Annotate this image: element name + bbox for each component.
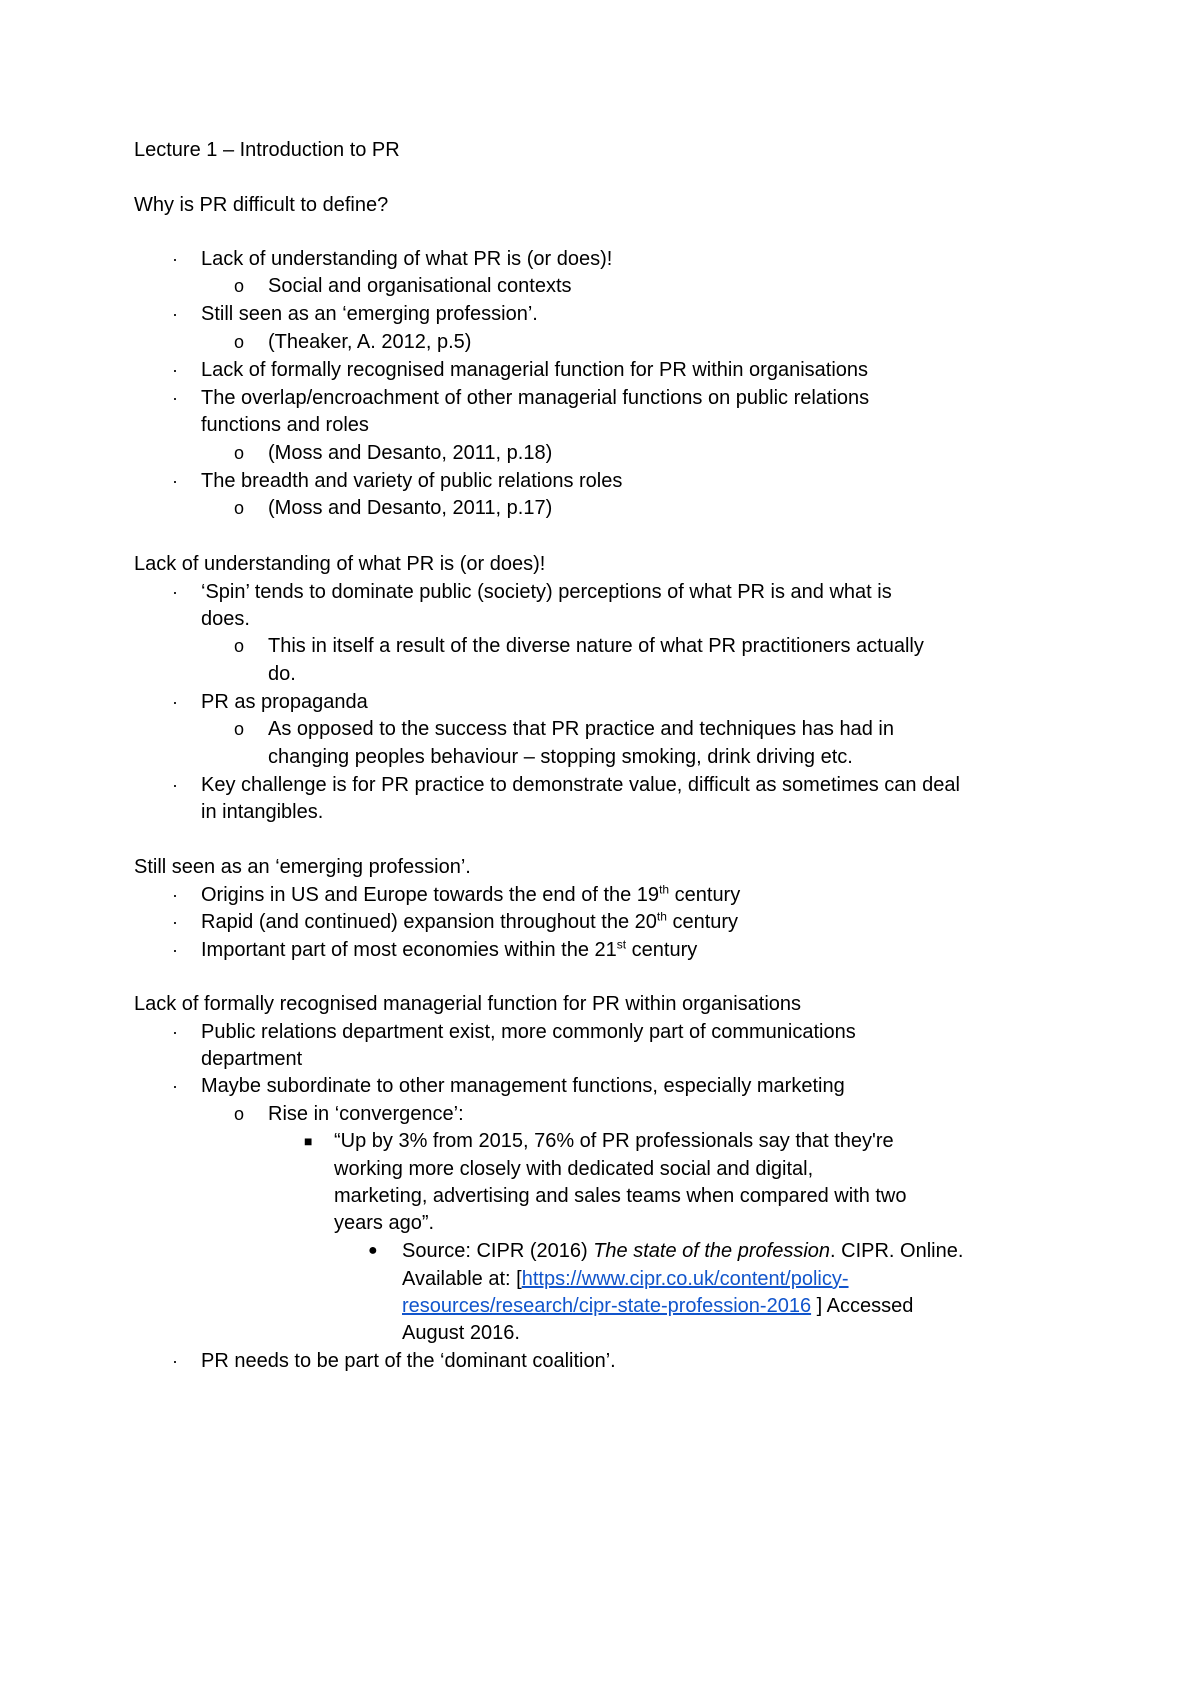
list-item: PR as propaganda	[201, 691, 368, 713]
text-segment: century	[626, 939, 698, 961]
sub-list-item: (Theaker, A. 2012, p.5)	[268, 331, 472, 353]
bullet-marker: ·	[172, 471, 178, 491]
list-item: Lack of understanding of what PR is (or does)!	[201, 248, 613, 270]
text-segment: Available at: [	[402, 1268, 522, 1290]
access-date: August 2016.	[402, 1322, 520, 1344]
section-heading-managerial: Lack of formally recognised managerial function for PR within organisations	[134, 993, 802, 1015]
sub-list-item: Rise in ‘convergence’:	[268, 1103, 464, 1125]
sub-bullet-marker: o	[234, 719, 245, 739]
sub-list-item: Social and organisational contexts	[268, 275, 572, 297]
superscript: st	[616, 937, 627, 952]
sub-bullet-marker: o	[234, 1104, 245, 1124]
section-heading-understanding: Lack of understanding of what PR is (or does)!	[134, 553, 546, 575]
bullet-marker: ·	[172, 940, 178, 960]
text-segment: ] Accessed	[811, 1295, 914, 1317]
text-segment: . CIPR. Online.	[830, 1240, 964, 1262]
source-citation	[402, 1236, 963, 1266]
document-title: Lecture 1 – Introduction to PR	[134, 139, 400, 161]
list-item-continued: in intangibles.	[201, 801, 324, 823]
list-item	[201, 880, 740, 910]
sub-list-item: (Moss and Desanto, 2011, p.17)	[268, 497, 553, 519]
quote-line: “Up by 3% from 2015, 76% of PR professionals say that they're	[334, 1130, 894, 1152]
bullet-marker: ·	[172, 1022, 178, 1042]
text-segment: Important part of most economies within the 21	[201, 939, 617, 961]
sub-list-item-continued: changing peoples behaviour – stopping smoking, drink driving etc.	[268, 746, 853, 768]
sub-list-item: This in itself a result of the diverse nature of what PR practitioners actually	[268, 635, 924, 657]
list-item	[201, 907, 738, 937]
bullet-marker: ·	[172, 1351, 178, 1371]
cipr-link[interactable]: https://www.cipr.co.uk/content/policy-	[521, 1268, 849, 1290]
section-heading-difficult: Why is PR difficult to define?	[134, 194, 389, 216]
quote-line: years ago”.	[334, 1212, 435, 1234]
bullet-marker: ·	[172, 1076, 178, 1096]
list-item: The breadth and variety of public relations roles	[201, 470, 623, 492]
bullet-marker: ·	[172, 885, 178, 905]
list-item: Maybe subordinate to other management functions, especially marketing	[201, 1075, 845, 1097]
list-item-continued: department	[201, 1048, 303, 1070]
quote-line: working more closely with dedicated social and digital,	[334, 1158, 814, 1180]
list-item	[201, 935, 697, 965]
list-item: Still seen as an ‘emerging profession’.	[201, 303, 538, 325]
round-bullet-marker: ●	[368, 1242, 378, 1259]
bullet-marker: ·	[172, 360, 178, 380]
bullet-marker: ·	[172, 304, 178, 324]
sub-bullet-marker: o	[234, 332, 245, 352]
section-heading-emerging: Still seen as an ‘emerging profession’.	[134, 856, 471, 878]
text-segment: Rapid (and continued) expansion throughout the 20	[201, 911, 657, 933]
text-segment: Source: CIPR (2016)	[402, 1240, 594, 1262]
text-segment: century	[666, 911, 739, 933]
sub-bullet-marker: o	[234, 498, 245, 518]
sub-bullet-marker: o	[234, 636, 245, 656]
superscript: th	[659, 882, 670, 897]
superscript: th	[656, 909, 667, 924]
bullet-marker: ·	[172, 388, 178, 408]
sub-bullet-marker: o	[234, 443, 245, 463]
quote-line: marketing, advertising and sales teams when compared with two	[334, 1185, 907, 1207]
bullet-marker: ·	[172, 692, 178, 712]
list-item: The overlap/encroachment of other managerial functions on public relations	[201, 387, 870, 409]
text-segment: century	[669, 884, 741, 906]
list-item: Key challenge is for PR practice to demonstrate value, difficult as sometimes can deal	[201, 774, 960, 796]
bullet-marker: ·	[172, 249, 178, 269]
list-item: PR needs to be part of the ‘dominant coalition’.	[201, 1350, 616, 1372]
bullet-marker: ·	[172, 912, 178, 932]
sub-list-item-continued: do.	[268, 663, 296, 685]
bullet-marker: ·	[172, 775, 178, 795]
list-item: Public relations department exist, more commonly part of communications	[201, 1021, 856, 1043]
source-availability-continued	[402, 1291, 913, 1321]
sub-list-item: As opposed to the success that PR practice and techniques has had in	[268, 718, 894, 740]
sub-list-item: (Moss and Desanto, 2011, p.18)	[268, 442, 553, 464]
list-item: Lack of formally recognised managerial function for PR within organisations	[201, 359, 869, 381]
list-item: ‘Spin’ tends to dominate public (society) perceptions of what PR is and what is	[201, 581, 892, 603]
list-item-continued: functions and roles	[201, 414, 369, 436]
cipr-link-continued[interactable]: resources/research/cipr-state-profession-2016	[402, 1295, 812, 1317]
sub-bullet-marker: o	[234, 276, 245, 296]
source-availability	[402, 1264, 849, 1294]
text-segment: Origins in US and Europe towards the end of the 19	[201, 884, 660, 906]
source-title: The state of the profession	[593, 1240, 831, 1262]
bullet-marker: ·	[172, 582, 178, 602]
square-bullet-marker: ■	[304, 1133, 313, 1149]
list-item-continued: does.	[201, 608, 250, 630]
